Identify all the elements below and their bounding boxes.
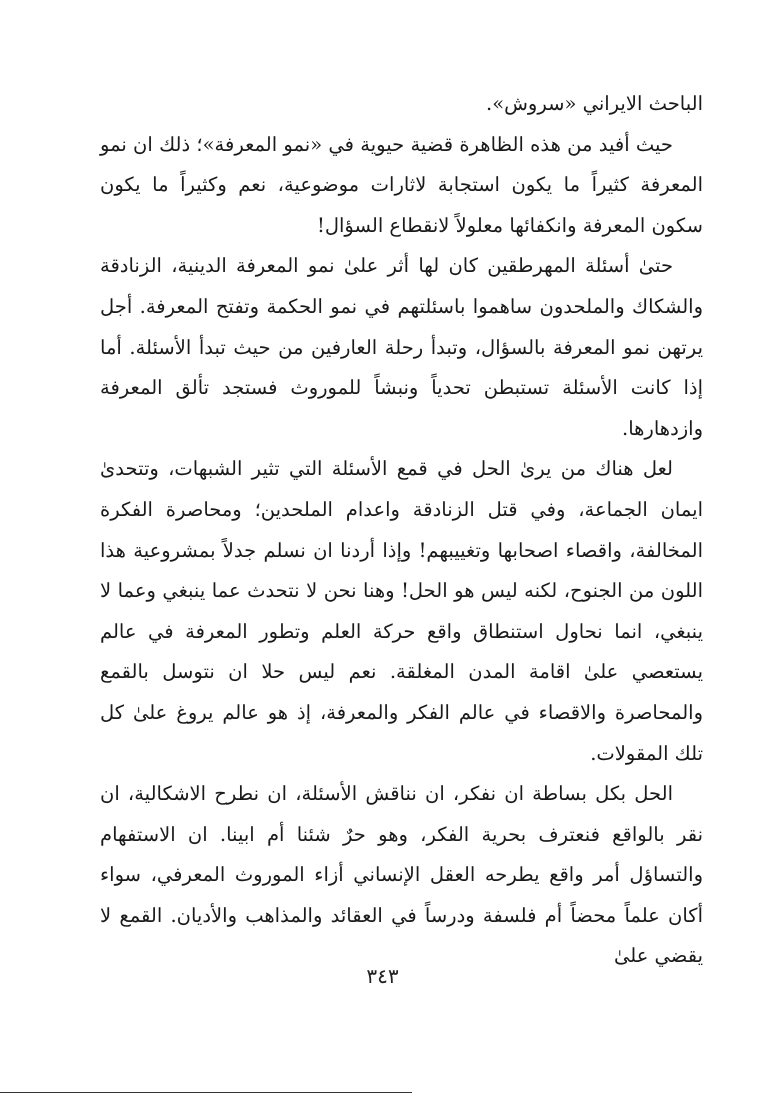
paragraph-4: لعل هناك من يرىٰ الحل في قمع الأسئلة التي تثير الشبهات، وتتحدىٰ ايمان الجماعة، وفي قتل الزنادقة واعدام الملحدين؛ ومحاصرة الفكرة المخالفة، واقصاء اصحابها وتغييبهم! وإذا أردنا ان نسلم جدلاً بمشروعية هذا اللون من الجنوح، لكنه ليس هو الحل! وهنا نحن لا نتحدث عما ينبغي وعما لا ينبغي، انما نحاول استنطاق واقع حركة العلم وتطور المعرفة في عالم يستعصي علىٰ اقامة المدن المغلقة. نعم ليس حلا ان نتوسل بالقمع والمحاصرة والاقصاء في عالم الفكر والمعرفة، إذ هو عالم يروغ علىٰ كل تلك المقولات. (100, 457, 703, 765)
paragraph-5: الحل بكل بساطة ان نفكر، ان نناقش الأسئلة، ان نطرح الاشكالية، ان نقر بالواقع فنعترف بحرية الفكر، وهو حرٌ شئنا أم ابينا. ان الاستفهام والتساؤل أمر واقع يطرحه العقل الإنساني أزاء الموروث المعرفي، سواء أكان علماً محضاً أم فلسفة ودرساً في العقائد والمذاهب والأديان. القمع لا يقضي علىٰ (100, 782, 703, 968)
body-text (100, 84, 703, 977)
paragraph-2: حيث أفيد من هذه الظاهرة قضية حيوية في «نمو المعرفة»؛ ذلك ان نمو المعرفة كثيراً ما يكون استجابة لاثارات موضوعية، نعم وكثيراً ما يكون سكون المعرفة وانكفائها معلولاً لانقطاع السؤال! (100, 132, 703, 237)
bottom-divider (0, 1092, 412, 1093)
paragraph-3: حتىٰ أسئلة المهرطقين كان لها أثر علىٰ نمو المعرفة الدينية، الزنادقة والشكاك والملحدون ساهموا باسئلتهم في نمو الحكمة وتفتح المعرفة. أجل يرتهن نمو المعرفة بالسؤال، وتبدأ رحلة العارفين من حيث تبدأ الأسئلة. أما إذا كانت الأسئلة تستبطن تحدياً ونبشاً للموروث فستجد تألق المعرفة وازدهارها. (100, 254, 703, 440)
page-number: ٣٤٣ (366, 964, 399, 988)
paragraph-1: الباحث الايراني «سروش». (486, 92, 703, 115)
